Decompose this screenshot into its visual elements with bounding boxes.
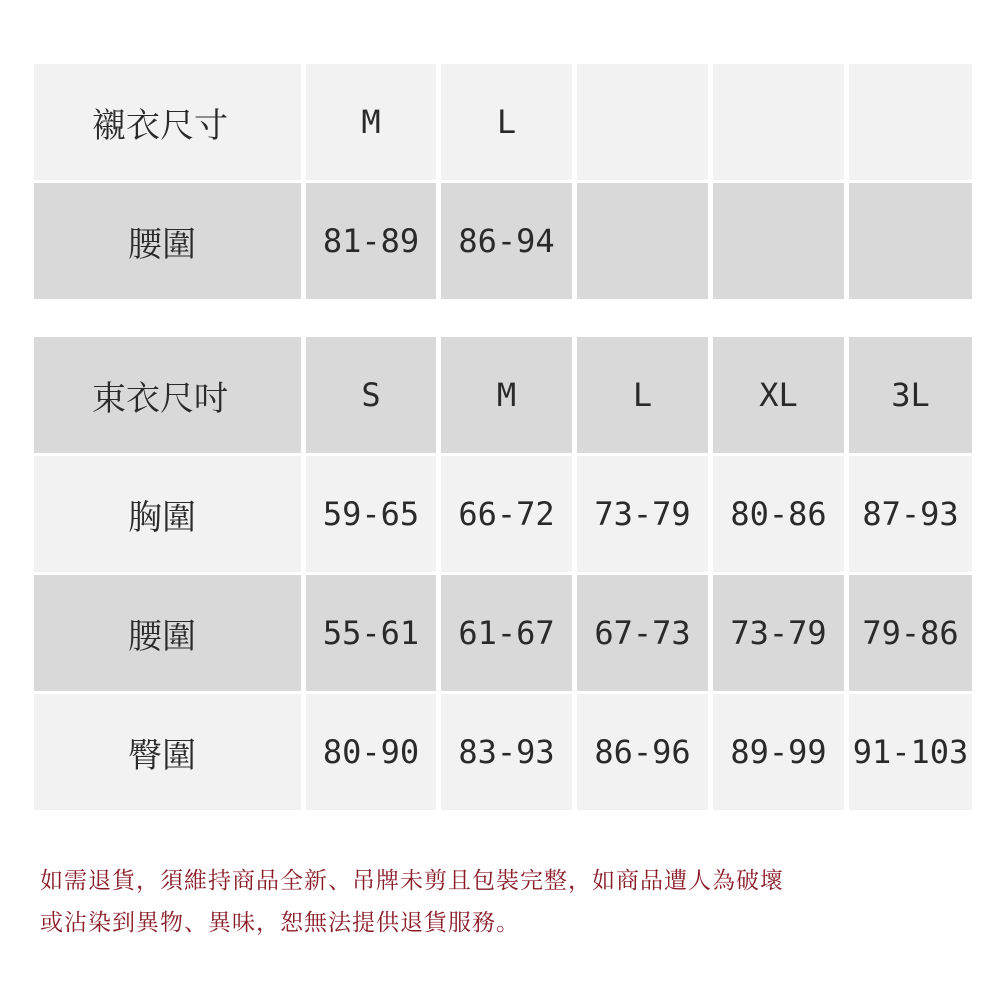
- shaper-size-header: 3L: [849, 337, 972, 453]
- shaper-hip-value: 83-93: [441, 694, 572, 810]
- shaper-waist-value: 73-79: [713, 575, 844, 691]
- shirt-size-header: M: [306, 64, 436, 180]
- shirt-size-header: [849, 64, 972, 180]
- shaper-size-header: M: [441, 337, 572, 453]
- shaper-waist-value: 79-86: [849, 575, 972, 691]
- shirt-size-header: L: [441, 64, 572, 180]
- shirt-row-label-waist: 腰圍: [34, 183, 301, 299]
- shaper-waist-value: 61-67: [441, 575, 572, 691]
- shaper-hip-value: 86-96: [577, 694, 708, 810]
- shirt-waist-value: [577, 183, 708, 299]
- shaper-size-header: L: [577, 337, 708, 453]
- shaper-size-table: [34, 337, 972, 810]
- shaper-size-header: XL: [713, 337, 844, 453]
- notice-line-2: 或沾染到異物、異味，恕無法提供退貨服務。: [40, 910, 520, 936]
- shirt-waist-value: 86-94: [441, 183, 572, 299]
- shirt-waist-value: [849, 183, 972, 299]
- shaper-size-header: S: [306, 337, 436, 453]
- shirt-size-header: [577, 64, 708, 180]
- shaper-waist-value: 67-73: [577, 575, 708, 691]
- shaper-hip-value: 80-90: [306, 694, 436, 810]
- shaper-bust-value: 73-79: [577, 456, 708, 572]
- shirt-size-header: [713, 64, 844, 180]
- shirt-waist-value: 81-89: [306, 183, 436, 299]
- shaper-bust-value: 87-93: [849, 456, 972, 572]
- shaper-row-label-waist: 腰圍: [34, 575, 301, 691]
- shaper-hip-value: 89-99: [713, 694, 844, 810]
- shaper-table-title: 束衣尺吋: [34, 337, 301, 453]
- shirt-waist-value: [713, 183, 844, 299]
- shirt-size-table: [34, 64, 972, 299]
- notice-line-1: 如需退貨，須維持商品全新、吊牌未剪且包裝完整，如商品遭人為破壞: [40, 868, 784, 894]
- shaper-hip-value: 91-103: [849, 694, 972, 810]
- shaper-row-label-bust: 胸圍: [34, 456, 301, 572]
- shaper-waist-value: 55-61: [306, 575, 436, 691]
- shirt-table-title: 襯衣尺寸: [34, 64, 301, 180]
- shaper-bust-value: 80-86: [713, 456, 844, 572]
- return-policy-notice: [40, 860, 940, 944]
- shaper-row-label-hip: 臀圍: [34, 694, 301, 810]
- shaper-bust-value: 66-72: [441, 456, 572, 572]
- shaper-bust-value: 59-65: [306, 456, 436, 572]
